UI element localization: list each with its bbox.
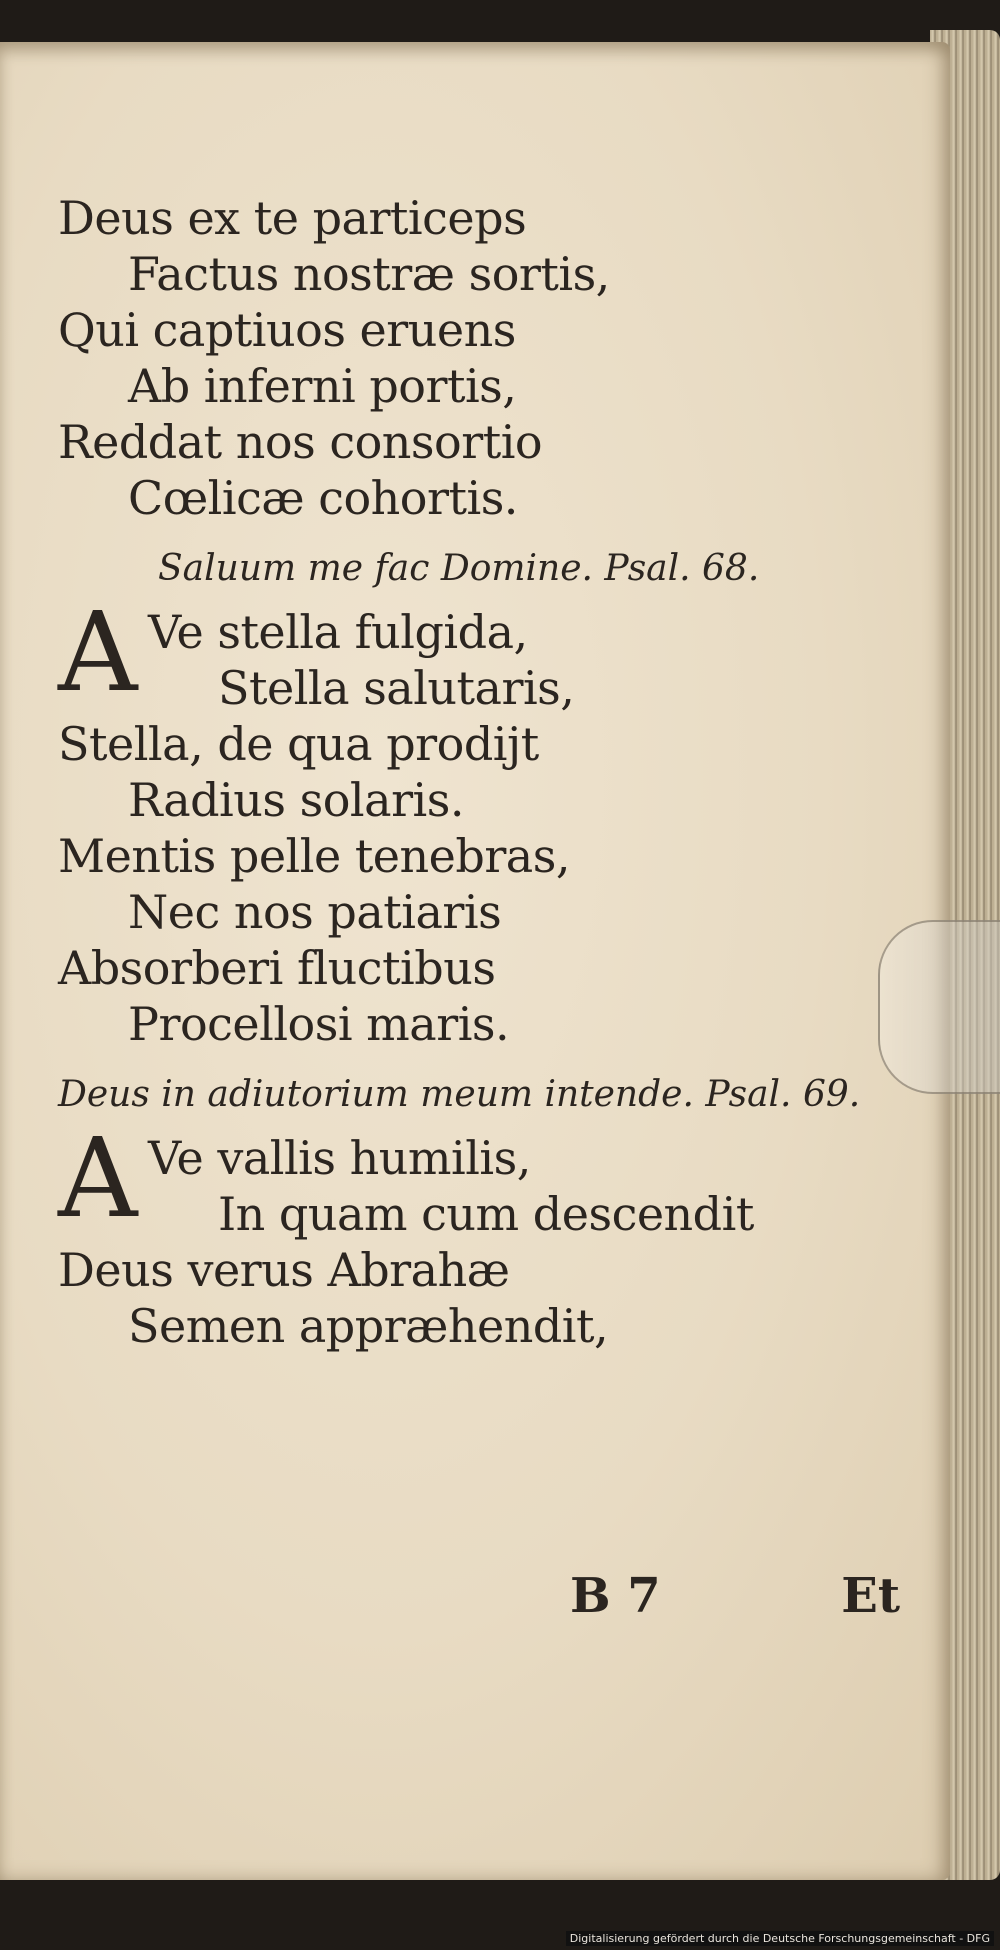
drop-initial: A bbox=[58, 1114, 138, 1242]
verse-line: Cœlicæ cohortis. bbox=[128, 471, 518, 525]
catchword: Et bbox=[841, 1568, 900, 1624]
page-text bbox=[58, 190, 898, 1354]
verse-line: Nec nos patiaris bbox=[128, 885, 502, 939]
verse-line: Qui captiuos eruens bbox=[58, 303, 516, 357]
verse-line: Deus ex te particeps bbox=[58, 191, 527, 245]
drop-initial: A bbox=[58, 588, 138, 716]
rubric: Deus in adiutorium meum intende. Psal. 69. bbox=[58, 1074, 861, 1115]
verse-line: Absorberi fluctibus bbox=[58, 941, 496, 995]
verse-line: Semen appræhendit, bbox=[128, 1299, 609, 1353]
verse-line: Stella, de qua prodijt bbox=[58, 717, 539, 771]
verse-line: Deus verus Abrahæ bbox=[58, 1243, 510, 1297]
rubric: Saluum me fac Domine. Psal. 68. bbox=[158, 548, 760, 589]
signature-mark: B 7 bbox=[570, 1568, 661, 1624]
stanza-1 bbox=[58, 190, 898, 526]
verse-line: Ve stella fulgida, bbox=[148, 605, 528, 659]
verse-line: In quam cum descendit bbox=[218, 1187, 754, 1241]
verse-line: Radius solaris. bbox=[128, 773, 464, 827]
verse-line: Factus nostræ sortis, bbox=[128, 247, 610, 301]
verse-line: Mentis pelle tenebras, bbox=[58, 829, 570, 883]
stanza-3 bbox=[58, 1114, 898, 1354]
stanza-2 bbox=[58, 588, 898, 1052]
initial-row bbox=[58, 1114, 898, 1242]
initial-lines bbox=[148, 604, 574, 716]
verse-line: Reddat nos consortio bbox=[58, 415, 543, 469]
verse-line: Procellosi maris. bbox=[128, 997, 510, 1051]
digitization-credit: Digitalisierung gefördert durch die Deutsche Forschungsgemeinschaft - DFG bbox=[566, 1931, 994, 1946]
verse-line: Stella salutaris, bbox=[218, 661, 575, 715]
initial-lines bbox=[148, 1130, 754, 1242]
verse-line: Ve vallis humilis, bbox=[148, 1131, 531, 1185]
verse-line: Ab inferni portis, bbox=[128, 359, 517, 413]
initial-row bbox=[58, 588, 898, 716]
page-footer bbox=[570, 1568, 900, 1624]
